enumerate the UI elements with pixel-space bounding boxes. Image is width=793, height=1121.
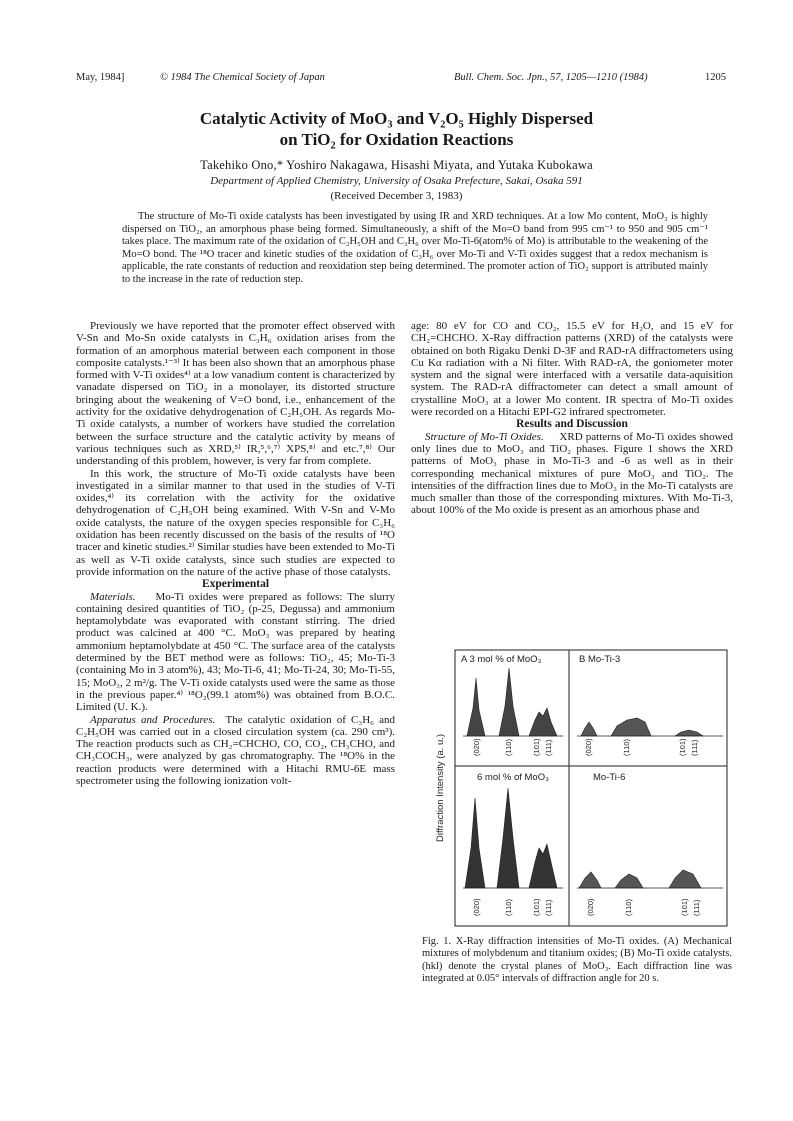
right-column — [411, 320, 733, 517]
peak-d-110 — [615, 874, 643, 888]
section-experimental: Experimental — [201, 578, 270, 591]
hkl-b-020: (020) — [584, 738, 593, 756]
abstract: The structure of Mo-Ti oxide catalysts has been investigated by using IR and XRD techniques. At a low Mo content, MoO₃ is highly dispersed on TiO₂, an amorphous phase being formed. Simultaneously, a shift of the Mo=O band from 995 cm⁻¹ to 950 and 905 cm⁻¹ takes place. The maximum rate of the oxidation of C₂H₅OH and C₃H₆ over Mo-Ti-6(atom% of Mo) is attributable to the weakening of the Mo=O bond. The ¹⁸O tracer and kinetic studies of the oxidation of C₃H₆ over Mo-Ti and V-Ti oxides suggest that a redox mechanism is applicable, the rate constants of reduction and reoxidation step being determined. The promoter action of TiO₂ support is attributed mainly to the increase in the rate of reduction step. — [122, 211, 708, 285]
figure-1 — [433, 648, 733, 938]
hkl-a-110: (110) — [504, 739, 513, 756]
apparatus-paragraph — [76, 714, 395, 788]
hkl-a-101: (101) — [532, 738, 541, 756]
panel-a-label: A 3 mol % of MoO₃ — [461, 654, 542, 665]
materials-label: Materials. — [90, 590, 136, 603]
hkl-c-111: (111) — [544, 899, 553, 916]
panel-b-label: B Mo-Ti-3 — [579, 654, 621, 665]
hkl-b-110: (110) — [622, 739, 631, 756]
title-line-2: on TiO₂ for Oxidation Reactions — [279, 130, 514, 149]
panel-d-peaks — [579, 870, 701, 888]
peak-a-020 — [467, 678, 485, 736]
intro-paragraph-2: In this work, the structure of Mo-Ti oxide catalysts have been investigated in a similar manner to that used in the studies of V-Ti oxides,⁴⁾ its correlation with the activity for the oxidative dehydrogenation of C₂H₅OH being examined. With V-Sn and V-Mo oxide catalysts, the nature of the oxygen species responsible for C₃H₆ oxidation has been recently discussed on the basis of the results of ¹⁸O tracer and kinetic studies.²⁾ Similar studies have been extended to Mo-Ti as well as V-Ti oxide catalysts, since such studies are expected to provide information on the nature of the active phase of those catalysts. — [76, 467, 395, 578]
header-copyright: © 1984 The Chemical Society of Japan — [160, 72, 325, 83]
panel-c-peaks — [465, 788, 557, 888]
peak-c-020 — [465, 798, 485, 888]
figure-1-caption: Fig. 1. X-Ray diffraction intensities of Mo-Ti oxides. (A) Mechanical mixtures of molybdenum and titanium oxides; (B) Mo-Ti oxide catalysts. (hkl) denote the crystal planes of MoO₃. Each diffraction line was integrated at 0.05° intervals of diffraction angle for 20 s. — [422, 936, 732, 985]
hkl-a-111: (111) — [544, 739, 553, 756]
paper-title — [0, 108, 793, 150]
panel-b-peaks — [581, 718, 703, 736]
hkl-d-101: (101) — [680, 898, 689, 916]
section-results: Results and Discussion — [516, 418, 628, 431]
hkl-a-020: (020) — [472, 738, 481, 756]
panel-a-peaks — [467, 668, 557, 736]
apparatus-label: Apparatus and Procedures. — [90, 713, 216, 726]
structure-text: XRD patterns of Mo-Ti oxides showed only lines due to MoO₃ and TiO₂ phases. Figure 1 shows the XRD patterns of MoO₃ phase in Mo-Ti-3 and -6 as well as in their corresponding mechanical mixtures of pure MoO₃ and TiO₂. The intensities of the diffraction lines due to MoO₃ in the Mo-Ti catalysts are much smaller than those of the corresponding mixtures. With Mo-Ti-3, about 100% of the Mo oxide is present as an amorhous phase and — [411, 430, 733, 517]
peak-b-020 — [581, 722, 597, 736]
intro-paragraph-1: Previously we have reported that the promoter effect observed with V-Sn and Mo-Sn oxide catalysts in C₃H₆ oxidation arises from the formation of an amorphous material between each component in those composite catalysts.¹⁻³⁾ It has been also shown that an amorphous phase formed with V-Ti oxides⁴⁾ at a low vanadium content is characterized by vanadate dispersed on TiO₂ in a monolayer, its distorted structure bringing about the weakening of V=O bond, i.e., enhancement of the activity for the oxidative dehydrogenation of C₂H₅OH. As regards Mo-Ti oxide catalysts, a number of workers have studied the correlation between the surface structure and the catalytic activity by means of various techniques such as XRD,⁵⁾ IR,⁵,⁶,⁷⁾ XPS,⁸⁾ and etc.⁷,⁸⁾ Our understanding of this problem, however, is very far from complete. — [76, 320, 395, 468]
materials-paragraph — [76, 591, 395, 714]
hkl-b-111: (111) — [690, 739, 699, 756]
hkl-d-020: (020) — [586, 898, 595, 916]
received-date: (Received December 3, 1983) — [330, 190, 463, 202]
hkl-b-101: (101) — [678, 738, 687, 756]
peak-a-110 — [499, 668, 519, 736]
hkl-d-111: (111) — [692, 899, 701, 916]
materials-text: Mo-Ti oxides were prepared as follows: The slurry containing desired quantities of TiO₂ (p-25, Degussa) and ammonium heptamolybdate was evaporated with constant stirring. The dried product was calcined at 400 °C. MoO₃ was prepared by heating ammonium heptamolybdate at 450 °C. The surface area of the catalysts determined by the BET method were as follows: TiO₂, 45; Mo-Ti-3 (containing Mo in 3 atom%), 43; Mo-Ti-6, 41; Mo-Ti-24, 30; Mo-Ti-55, 15; MoO₃, 2 m²/g. The V-Ti oxide catalysts used were the same as those in the previous paper.⁴⁾ ¹⁸O₂(99.1 atom%) was obtained from B.O.C. Limited (U. K.). — [76, 590, 395, 714]
title-line-1: Catalytic Activity of MoO₃ and V₂O₅ Highly Dispersed — [199, 109, 594, 128]
structure-paragraph — [411, 431, 733, 517]
left-column — [76, 320, 395, 787]
methods-continued: age: 80 eV for CO and CO₂, 15.5 eV for H₂O, and 15 eV for CH₂=CHCHO. X-Ray diffraction patterns (XRD) of the catalysts were obtained on both Rigaku Denki D-3F and RAD-rA diffractometers using Cu Kα radiation with a Ni filter. With RAD-rA, the goniometer moter system and the signal were interfaced with a versatile data-aquisition system. The RAD-rA diffractometer can detect a small amount of crystalline MoO₃ at a lower Mo content. IR spectra of Mo-Ti oxides were recorded on a Hitachi EPI-G2 infrared spectrometer. — [411, 320, 733, 419]
xrd-figure-svg — [433, 648, 733, 938]
peak-b-110 — [611, 718, 651, 736]
panel-d-label: Mo-Ti-6 — [593, 772, 626, 783]
header-journal: Bull. Chem. Soc. Jpn., 57, 1205—1210 (1984) — [454, 72, 648, 83]
hkl-d-110: (110) — [624, 899, 633, 916]
peak-d-020 — [579, 872, 601, 888]
panel-c-label: 6 mol % of MoO₃ — [477, 772, 549, 783]
peak-d-101 — [669, 870, 701, 888]
hkl-c-110: (110) — [504, 899, 513, 916]
peak-b-101 — [675, 730, 703, 736]
figure-ylabel: Diffraction Intensity (a. u.) — [435, 733, 446, 843]
apparatus-text: The catalytic oxidation of C₃H₆ and C₂H₅OH was carried out in a closed circulation system (ca. 290 cm³). The reaction products such as CH₂=CHCHO, CO, CO₂, CH₃CHO, and CH₃COCH₃, were analyzed by gas chromatography. The ¹⁸O% in the reaction products were determined with a Hitachi RMU-6E mass spectrometer using the following ionization volt- — [76, 713, 396, 787]
header-page: 1205 — [705, 72, 726, 83]
header-date: May, 1984] — [76, 72, 125, 83]
peak-a-101 — [529, 708, 557, 736]
hkl-c-101: (101) — [532, 898, 541, 916]
authors: Takehiko Ono,* Yoshiro Nakagawa, Hisashi Miyata, and Yutaka Kubokawa — [200, 158, 593, 172]
affiliation: Department of Applied Chemistry, University of Osaka Prefecture, Sakai, Osaka 591 — [210, 175, 583, 187]
peak-c-101 — [529, 844, 557, 888]
peak-c-110 — [497, 788, 519, 888]
structure-label: Structure of Mo-Ti Oxides. — [425, 430, 544, 443]
hkl-c-020: (020) — [472, 898, 481, 916]
